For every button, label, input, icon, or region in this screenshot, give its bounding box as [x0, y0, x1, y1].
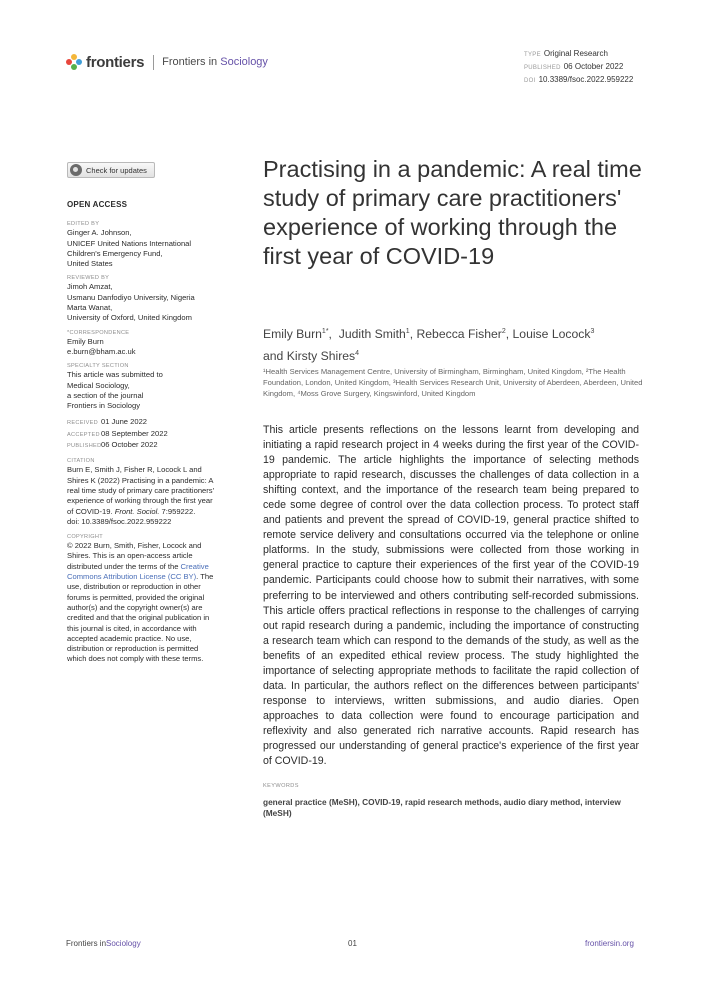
citation-section: CITATION Burn E, Smith J, Fisher R, Locock L and Shires K (2022) Practising in a pandemic: A real time study of primary care practitioners' experience of working through the first year of COVID-19. Front. Sociol. 7:959222. doi: 10.3389/fsoc.2022.959222	[67, 458, 215, 526]
footer-journal: Frontiers inSociology	[66, 939, 141, 948]
edited-by-section: EDITED BY Ginger A. Johnson, UNICEF United Nations International Children's Emergency Fund, United States	[67, 221, 192, 269]
meta-type: TYPE Original Research	[524, 49, 608, 58]
cc-by-license-link[interactable]: Creative Commons Attribution License (CC BY)	[67, 561, 209, 582]
specialty-section: SPECIALTY SECTION This article was submitted to Medical Sociology, a section of the journal Frontiers in Sociology	[67, 363, 163, 411]
copyright-section: COPYRIGHT © 2022 Burn, Smith, Fisher, Locock and Shires. This is an open-access article distributed under the terms of the Creative Commons Attribution License (CC BY). The use, distribution or reproduction in other forums is permitted, provided the original author(s) and the copyright owner(s) are credited and that the original publication in this journal is cited, in accordance with accepted academic practice. No use, distribution or reproduction is permitted which does not comply with these terms.	[67, 534, 214, 664]
keywords: general practice (MeSH), COVID-19, rapid research methods, audio diary method, interview (MeSH)	[263, 797, 621, 818]
keywords-label: KEYWORDS	[263, 783, 299, 789]
article-info-sidebar	[67, 200, 217, 665]
author: Louise Locock	[512, 327, 591, 342]
meta-published: PUBLISHED 06 October 2022	[524, 62, 624, 71]
check-for-updates-button[interactable]: Check for updates	[67, 162, 155, 178]
meta-doi: DOI 10.3389/fsoc.2022.959222	[524, 75, 634, 84]
page-number: 01	[348, 939, 357, 948]
author: Kirsty Shires	[286, 349, 356, 364]
footer-site-link[interactable]: frontiersin.org	[585, 939, 634, 948]
crossmark-icon	[70, 164, 82, 176]
correspondence-email[interactable]: e.burn@bham.ac.uk	[67, 346, 136, 356]
journal-name: Frontiers in Sociology	[162, 56, 268, 68]
abstract: This article presents reflections on the lessons learnt from developing and initiating a rapid research project in 4 weeks during the first year of the COVID-19 pandemic. The article highlights the importance of selecting methods appropriate to rapid research, discusses the challenges of data collection in a shifting context, and the importance of the research team being prepared to cede some degree of control over the data collection process. To protect staff and patients and prevent the spread of COVID-19, general practice shifted to remote service delivery and consultations occurred via the telephone or online platforms. In the study, submissions were collected from those working in general practice to capture their experiences of the first year of the COVID-19 pandemic. Participants could choose how to submit their narratives, with some preferring to be interviewed and others contributing self-recorded submissions. This article offers practical reflections in response to the challenges of carrying out rapid research during a pandemic, including the importance of constructing a research team which can respond to the demands of the study, as well as the benefits of an expedited ethical review process. The study highlighted the importance of selecting appropriate methods to facilitate the rapid collection of data. In particular, the authors reflect on the differences between participants' response to interviews, written submissions, and audio diaries. Open approaches to data collection were found to encourage participation and reflexivity and also generated rich narrative accounts. Rapid research has progressed our understanding of general practice's experience of the first year of COVID-19.	[263, 424, 639, 768]
article-title: Practising in a pandemic: A real time study of primary care practitioners' experience of working through the first year of COVID-19	[263, 156, 642, 269]
frontiers-logo-icon	[66, 54, 82, 70]
frontiers-logo[interactable]	[66, 52, 268, 72]
reviewed-by-section: REVIEWED BY Jimoh Amzat, Usmanu Danfodiyo University, Nigeria Marta Wanat, University of Oxford, United Kingdom	[67, 275, 195, 323]
author-list: Emily Burn$^{1*}$, Judith Smith$^1$, Rebecca Fisher$^2$, Louise Locock$^3$ and Kirsty Shires$^4$	[263, 327, 595, 364]
correspondence-section: *CORRESPONDENCE Emily Burn e.burn@bham.ac.uk	[67, 329, 217, 358]
affiliations: ¹Health Services Management Centre, University of Birmingham, Birmingham, United Kingdom, ²The Health Foundation, London, United Kingdom, ³Health Services Research Unit, University of Aberdeen, Aberdeen, United Kingdom, ⁴Moss Grove Surgery, Kingswinford, United Kingdom	[263, 367, 643, 398]
logo-divider	[153, 55, 154, 70]
open-access-label: OPEN ACCESS	[67, 200, 128, 209]
author: Judith Smith	[338, 327, 406, 342]
article-meta	[524, 48, 633, 87]
author: Rebecca Fisher	[416, 327, 502, 342]
brand-name: frontiers	[86, 53, 145, 71]
author: Emily Burn	[263, 327, 322, 342]
dates-section: RECEIVED 01 June 2022 ACCEPTED08 September 2022 PUBLISHED06 October 2022	[67, 417, 168, 450]
